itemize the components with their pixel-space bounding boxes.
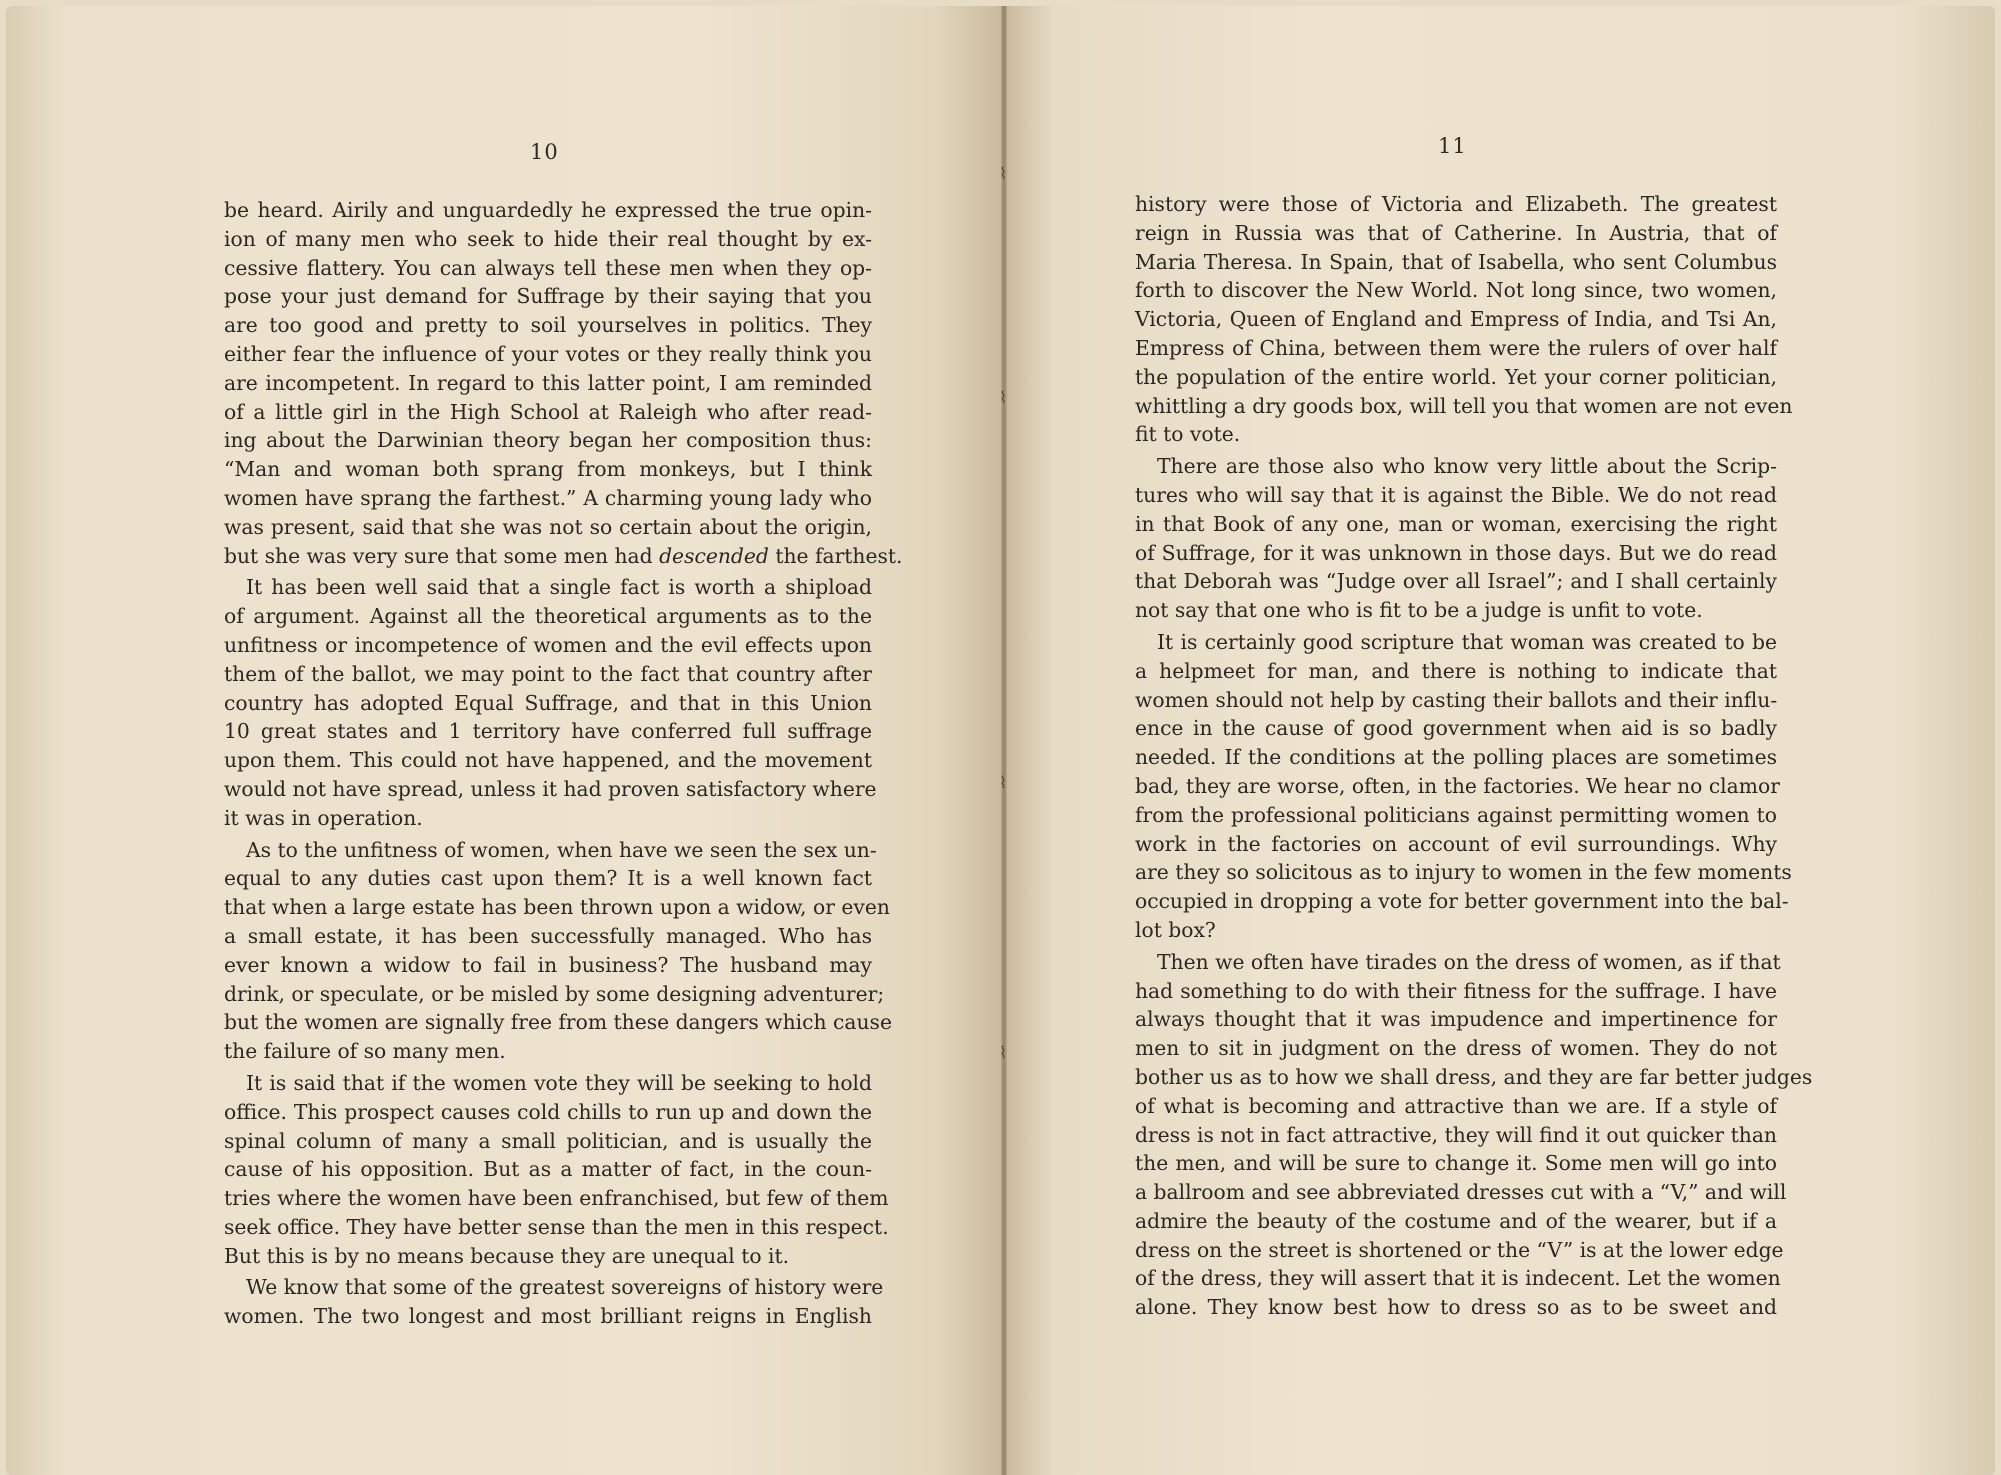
binding-stitch-icon: ⌇	[999, 164, 1007, 183]
text-line: ever known a widow to fail in business? The husband may	[224, 952, 872, 977]
text-line: needed. If the conditions at the polling places are sometimes	[1135, 745, 1777, 770]
text-line: We know that some of the greatest sovereigns of history were	[246, 1275, 884, 1300]
text-line: Victoria, Queen of England and Empress of India, and Tsi An,	[1135, 307, 1777, 332]
text-line: It is said that if the women vote they will be seeking to hold	[246, 1070, 872, 1095]
text-line: ence in the cause of good government when aid is so badly	[1135, 716, 1777, 741]
text-line: dress on the street is shortened or the “V” is at the lower edge	[1135, 1237, 1784, 1262]
text-line: but the women are signally free from these dangers which cause	[224, 1010, 892, 1035]
text-line: alone. They know best how to dress so as to be sweet and	[1135, 1295, 1777, 1320]
text-line: ion of many men who seek to hide their real thought by ex-	[224, 226, 872, 251]
text-line: whittling a dry goods box, will tell you that women are not even	[1135, 393, 1793, 418]
text-line: are too good and pretty to soil yourselves in politics. They	[224, 313, 872, 338]
text-line: of what is becoming and attractive than we are. If a style of	[1135, 1093, 1777, 1118]
left-page	[6, 6, 1004, 1475]
text-line: the failure of so many men.	[224, 1039, 506, 1064]
text-line: the men, and will be sure to change it. Some men will go into	[1135, 1151, 1777, 1176]
text-line: of a little girl in the High School at Raleigh who after read-	[224, 399, 872, 424]
text-line: either fear the influence of your votes or they really think you	[224, 341, 872, 366]
text-line: had something to do with their fitness for the suffrage. I have	[1135, 978, 1777, 1003]
text-line: 10 great states and 1 territory have conferred full suffrage	[224, 719, 872, 744]
text-line: forth to discover the New World. Not long since, two women,	[1135, 278, 1777, 303]
text-line: the population of the entire world. Yet your corner politician,	[1135, 364, 1777, 389]
text-line: women have sprang the farthest.” A charming young lady who	[224, 485, 872, 510]
text-line: of the dress, they will assert that it is indecent. Let the women	[1135, 1266, 1781, 1291]
text-line: It is certainly good scripture that woman was created to be	[1157, 629, 1777, 654]
text-line: men to sit in judgment on the dress of women. They do not	[1135, 1036, 1777, 1061]
text-line: There are those also who know very little about the Scrip-	[1157, 454, 1777, 479]
text-line: upon them. This could not have happened, and the movement	[224, 748, 872, 773]
text-line: of argument. Against all the theoretical arguments as to the	[224, 604, 872, 629]
text-line: office. This prospect causes cold chills to run up and down the	[224, 1099, 872, 1124]
text-line: pose your just demand for Suffrage by their saying that you	[224, 284, 872, 309]
right-page	[1004, 6, 1995, 1475]
text-line: As to the unfitness of women, when have we seen the sex un-	[246, 837, 877, 862]
text-line: from the professional politicians against permitting women to	[1135, 802, 1777, 827]
text-line: bother us as to how we shall dress, and they are far better judges	[1135, 1064, 1813, 1089]
binding-gutter	[1001, 6, 1007, 1475]
text-line: a ballroom and see abbreviated dresses cut with a “V,” and will	[1135, 1180, 1787, 1205]
text-line: that Deborah was “Judge over all Israel”; and I shall certainly	[1135, 569, 1777, 594]
text-line: Empress of China, between them were the rulers of over half	[1135, 335, 1777, 360]
text-line: but she was very sure that some men had descended the farthest.	[224, 543, 903, 568]
page-number: 10	[530, 140, 559, 164]
page-text	[1135, 190, 1813, 1322]
text-line: It has been well said that a single fact is worth a shipload	[246, 575, 872, 600]
text-line: reign in Russia was that of Catherine. In Austria, that of	[1135, 220, 1777, 245]
text-line: work in the factories on account of evil surroundings. Why	[1135, 831, 1777, 856]
text-line: bad, they are worse, often, in the factories. We hear no clamor	[1135, 773, 1780, 798]
text-line: would not have spread, unless it had proven satisfactory where	[224, 776, 877, 801]
text-line: “Man and woman both sprang from monkeys, but I think	[224, 457, 872, 482]
text-line: are they so solicitous as to injury to women in the few moments	[1135, 860, 1792, 885]
text-line: a helpmeet for man, and there is nothing to indicate that	[1135, 658, 1777, 683]
text-line: unfitness or incompetence of women and the evil effects upon	[224, 632, 872, 657]
text-line: women. The two longest and most brilliant reigns in English	[224, 1304, 872, 1329]
text-line: of Suffrage, for it was unknown in those days. But we do read	[1135, 540, 1777, 565]
binding-stitch-icon: ⌇	[999, 773, 1007, 792]
text-line: lot box?	[1135, 917, 1216, 942]
text-line: spinal column of many a small politician, and is usually the	[224, 1128, 872, 1153]
text-line: women should not help by casting their ballots and their influ-	[1135, 687, 1778, 712]
binding-stitch-icon: ⌇	[999, 1043, 1007, 1062]
text-line: cessive flattery. You can always tell these men when they op-	[224, 255, 872, 280]
text-line: ing about the Darwinian theory began her composition thus:	[224, 428, 872, 453]
text-line: fit to vote.	[1135, 422, 1241, 447]
text-line: occupied in dropping a vote for better government into the bal-	[1135, 889, 1789, 914]
text-line: not say that one who is fit to be a judge is unfit to vote.	[1135, 598, 1703, 623]
page-text	[224, 196, 903, 1331]
text-line: tries where the women have been enfranchised, but few of them	[224, 1186, 889, 1211]
text-line: always thought that it was impudence and impertinence for	[1135, 1007, 1777, 1032]
text-line: them of the ballot, we may point to the fact that country after	[224, 661, 872, 686]
text-line: country has adopted Equal Suffrage, and that in this Union	[224, 690, 872, 715]
text-line: admire the beauty of the costume and of the wearer, but if a	[1135, 1208, 1777, 1233]
text-line: are incompetent. In regard to this latter point, I am reminded	[224, 370, 872, 395]
text-line: dress is not in fact attractive, they will find it out quicker than	[1135, 1122, 1777, 1147]
text-line: seek office. They have better sense than the men in this respect.	[224, 1214, 889, 1239]
text-line: equal to any duties cast upon them? It is a well known fact	[224, 866, 872, 891]
text-line: in that Book of any one, man or woman, exercising the right	[1135, 511, 1777, 536]
text-line: was present, said that she was not so certain about the origin,	[224, 514, 872, 539]
text-line: drink, or speculate, or be misled by some designing adventurer;	[224, 981, 885, 1006]
page-number: 11	[1438, 134, 1467, 158]
text-line: it was in operation.	[224, 805, 423, 830]
text-line: Maria Theresa. In Spain, that of Isabella, who sent Columbus	[1135, 249, 1777, 274]
text-line: tures who will say that it is against the Bible. We do not read	[1135, 482, 1777, 507]
text-line: cause of his opposition. But as a matter of fact, in the coun-	[224, 1157, 872, 1182]
text-line: be heard. Airily and unguardedly he expressed the true opin-	[224, 198, 872, 222]
text-line: that when a large estate has been thrown upon a widow, or even	[224, 895, 890, 920]
text-line: history were those of Victoria and Elizabeth. The greatest	[1135, 192, 1777, 216]
binding-stitch-icon: ⌇	[999, 388, 1007, 407]
text-line: Then we often have tirades on the dress of women, as if that	[1157, 949, 1781, 974]
text-line: a small estate, it has been successfully managed. Who has	[224, 923, 872, 948]
text-line: But this is by no means because they are unequal to it.	[224, 1243, 790, 1268]
